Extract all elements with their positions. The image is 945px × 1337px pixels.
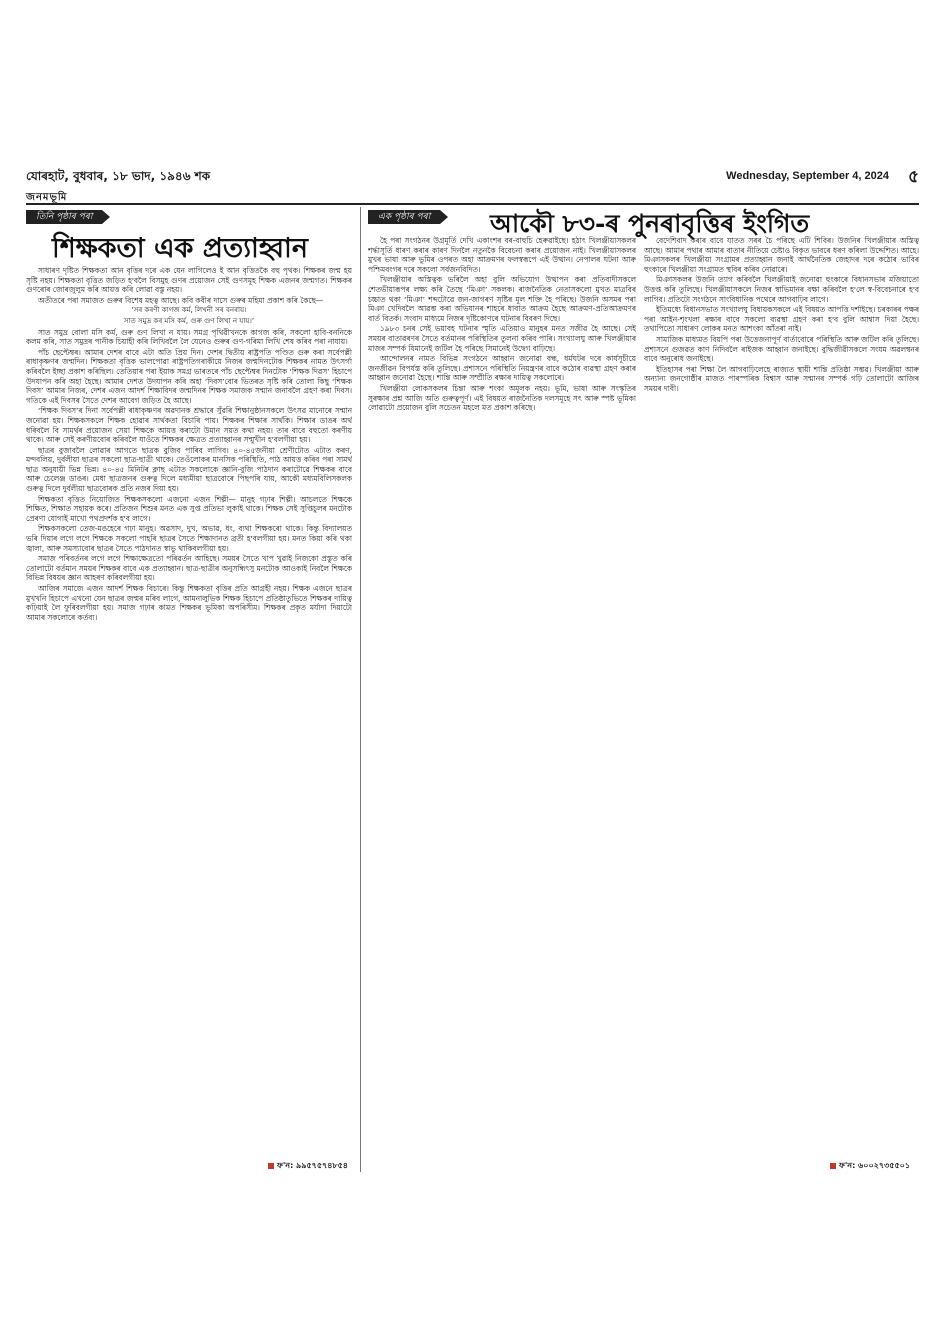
right-paragraph: খিলঞ্জীয়াৰ অস্তিত্বক ভৰিলৈ অহা বুলি অভিযোগ উত্থাপন কৰা প্ৰতিবাদীসকলে শেতভীয়াৰূপৰ লক্ষ্য কৰি তৈছে ‘মিঞা’ সকলক। ৰাজনৈতিক নেতাসকলো মুখত মাত্ৰবিৰ চচ্চাত থকা ‘মিঞা’ শব্দটোৱে জন-জাগৰণ সৃষ্টিৰ মূল শক্তি হৈ পৰিছে। উজনি অসমৰ পৰা মিঞা খেদিবলৈ আৱম্ভ কৰা অভিযানৰ শাহৰে ধাবাত আক্ৰম হৈছে আক্ৰমণ-প্ৰতিআক্ৰমণৰ বাৰ্ত বিতৰ্ক। সংবাদ মাধ্যমে নিজৰ দৃষ্টিকোণৰে ঘটনাৰ বিবৰণ দিছে।	[368, 275, 636, 323]
left-paragraph: শিক্ষকতা বৃত্তিত নিয়োজিত শিক্ষকসকলো এজনো এজন শিল্পী— মানুহ গঢ়াৰ শিল্পী। আচলতে শিক্ষকে শিক্ষিত, শিক্ষাত সহায়ক কৰে। প্ৰতিজন শিশুৰ মনত এক সুপ্ত প্ৰতিভা লুকাই থাকে। শিক্ষক সেই সুপ্তিচুলৰ মনটোক প্ৰেৰণা যোগাই মাখো পথপ্ৰদৰ্শক হ'ব লাগে।	[26, 494, 352, 523]
column-divider	[360, 207, 361, 1172]
newspaper-brand: জনমভূমি	[26, 192, 68, 203]
left-paragraph: শিক্ষকসকলো তেজ-মঙহেৰে গঢ়া মানুহ। অৱসাদ, দুখ, অভাৱ, ধং, ব্যথা শিক্ষকৰো থাকে। কিন্তু বিদ্যালয়ত ভৰি দিয়াৰ লগে লগে শিক্ষকে সকলো পাহৰি ছাত্ৰৰ সৈতে শিক্ষাদানত ব্ৰতী হ'বলগীয়া হয়। মনত কিয়া কৰি থকা জ্বালা, আৰু সমস্যাবোৰ ছাত্ৰৰ সৈতে পাঠদানত স্বাভু থাকিবলগীয়া হয়।	[26, 524, 352, 553]
header-date-bengali: যোৰহাট, বুধবাৰ, ১৮ ভাদ, ১৯৪৬ শক	[26, 169, 211, 183]
left-paragraph: ‘শিক্ষক দিবস’ৰ দিনা সৰ্বেপল্লী ৰাধাকৃষ্ণণৰ অৱদানক শ্ৰদ্ধাৰে সুঁৱৰি শিক্ষানুষ্ঠানসকলে উৎসৱ মানোৰে সন্মান জনোৱা হয়। শিক্ষকসকলে শিক্ষক হোৱাৰ সাৰ্থকতা বিচাৰি পায়। শিক্ষকৰ শিক্ষাৰ সাৰ্থকি। শিক্ষাৰ ডাঙৰ অৰ্থ ধৰিবলৈ বি সামৰ্থৰ প্ৰয়োজন সেয়া শিক্ষকে আয়ত্ত কৰাটো উমান সয়ত কথা নহয়। তাৰ বাবে বহুতো কৰণীয় থাকে। আৰু সেই কৰণীয়বোৰ কৰিবলৈ যাওঁতে শিক্ষকৰ ক্ষেত্ৰত প্ৰত্যাহ্বানৰ সন্মুখীন হ'বলগীয়া হয়।	[26, 406, 352, 445]
right-paragraph: ইতিমধ্যে বিধানসভাত সংখ্যালঘু বিধায়কসকলে এই বিষয়ত আপত্তি দৰ্শাইছে। চৰকাৰৰ পক্ষৰ পৰা আইন-শৃংখলা ৰক্ষাৰ বাবে সকলো ব্যৱস্থা গ্ৰহণ কৰা হ'ব বুলি আশ্বাস দিয়া হৈছে। তথাপিতো সাধাৰণ লোকৰ মনত আশংকা আঁতৰা নাই।	[644, 305, 919, 334]
right-phone-text: ফ'ন: ৬০০২৭৩৫৫০১	[839, 1161, 911, 1170]
left-paragraph: আজিৰ সমাজে এজন আদৰ্শ শিক্ষক বিচাৰে। কিন্তু শিক্ষকতা বৃত্তিৰ প্ৰতি আগ্ৰহী নহয়। শিক্ষক এজনে ছাত্ৰৰ মুখখনি হিচাপে এখনো যেন ছাত্ৰৰ জন্মৰ মৰিব লাগে, আমনালুভিক শিক্ষক হিচাপে প্ৰতিষ্ঠাতুভিতে শিক্ষকৰ দায়িত্ব কঢ়িয়াই লৈ ফুৰিবলগীয়া হয়। সমাজ গঢ়াৰ কামত শিক্ষকৰ ভূমিকা অপৰিসীম। শিক্ষকৰ প্ৰকৃত মৰ্যাদা দিয়াটো আমাৰ সকলোৰে কৰ্তব্য।	[26, 584, 352, 622]
right-paragraph: ইতিহাসৰ পৰা শিক্ষা লৈ আগবাঢ়িলেহে ৰাজ্যত স্থায়ী শান্তি প্ৰতিষ্ঠা সম্ভৱ। খিলঞ্জীয়া আৰু অন্যান্য জনগোষ্ঠীৰ মাজত পাৰস্পৰিক বিশ্বাস আৰু সন্মানৰ সম্পৰ্ক গঢ়ি তোলাটো আজিৰ সময়ৰ দাবী।	[644, 364, 919, 393]
right-paragraph: ১৯৮৩ চনৰ সেই ভয়াবহ ঘটনাৰ স্মৃতি এতিয়াও মানুহৰ মনত সজীৱ হৈ আছে। সেই সময়ৰ বাতাৱৰণৰ সৈতে বৰ্তমানৰ পৰিস্থিতিৰ তুলনা কৰিব পাৰি। সংখ্যালঘু আৰু খিলঞ্জীয়াৰ মাজৰ সম্পৰ্ক যিমানেই জটিল হৈ পৰিছে সিমানেই উদ্বেগ বাঢ়িছে।	[368, 324, 636, 353]
left-article-phone	[268, 1160, 348, 1173]
left-paragraph: সাধাৰণ দৃষ্টিত শিক্ষকতা আন বৃত্তিৰ দৰে এক যেন লাগিলেও ই আন বৃত্তিতকৈ বহু পৃথক। শিক্ষকৰ জন্ম হয় সৃষ্টি নহয়। শিক্ষকতা বৃত্তিত জড়িত হ'বলৈ বিসমুহ গুণৰ প্ৰয়োজন সেই গুণসমূহ শিক্ষক এজনৰ জন্মগত। শিক্ষকৰ গুণৰোৰ জোৰজুলুম কৰি আয়ত্ত কৰি লোৱা বস্তু নহয়।	[26, 266, 352, 295]
right-paragraph: বেদেশিবাদ কৰাৰ বাবে যাতত সৰৰ চৈ পৰিছে এটি শিবিৰ। উজনিৰ খিলঞ্জীয়াৰ অস্তিত্ব আছে। আমাৰ পথাৰ আমাৰ বাতাৰ নীতিয়ে চেষ্টাও বিকৃত ভাবৰে ধৰণ কৰিলা উদ্দেশিত। আহে। মিঞাসকলৰ খিলঞ্জীয়া সংগ্ৰামৰ প্ৰত্যাহ্বান জনাই আৰ্থনৈতিক জেহাদৰ দৰে কঠোৰ ভাবিৰ হুংকাৰে খিলঞ্জীয়া সংগ্ৰামত স্থবিৰ কৰিব নোৱাৰে।	[644, 236, 919, 274]
right-paragraph: খিলঞ্জীয়া লোকসকলৰ চিন্তা আৰু শংকা অমূলক নহয়। ভূমি, ভাষা আৰু সংস্কৃতিৰ সুৰক্ষাৰ প্ৰশ্ন আজি অতি গুৰুত্বপূৰ্ণ। এই বিষয়ত ৰাজনৈতিক দলসমূহে সৎ আৰু স্পষ্ট ভূমিকা লোৱাটো প্ৰয়োজন বুলি সচেতন মহলে মত প্ৰকাশ কৰিছে।	[368, 383, 636, 413]
right-paragraph: মিঞাসকলৰ উজনি ত্যাগ কৰিবলৈ খিলঞ্জীয়াই জনোৱা হুংকাৰে বিধানসভাৰ মজিয়াতো উত্তপ্ত কৰি তুলিছে। খিলঞ্জীয়াসকলে নিজৰ স্বাভিমানৰ বক্ষা কৰিবলৈ হ'লে স্ব-বিবেচনাৰে হ'ব লাগিব। প্ৰতিটো সংগঠনে সাংবিধানিক পথেৰে আগবাঢ়িব লাগে।	[644, 275, 919, 304]
left-phone-text: ফ'ন: ৯৯৫৭৫৭৪৮৫৪	[277, 1161, 348, 1170]
bullet-square-icon	[830, 1163, 836, 1169]
header-date-english: Wednesday, September 4, 2024	[726, 170, 889, 182]
left-paragraph: সাত সমুদ্ৰ বোলা মসি কৰ্ম, গুৰু গুণ লিখা ন যায়। সমগ্ৰ পৃথিৱীখনকে কাগজ কৰি, সকলো হাবি-বননিকে কলম কৰি, সাত সমুদ্ৰৰ পানীক চিয়াহী কৰি লিখিবলৈ লৈ যেনেও গুৰুৰ গুণ-গৰিমা লিখি শেষ কৰিব পৰা নাযায়।	[26, 327, 352, 347]
quoted-verse-line: ‘সৰ কৰণী কাগজ কৰ্ম, লিখনী সৰ বনৰায়।	[131, 306, 247, 315]
bullet-square-icon	[268, 1163, 274, 1169]
page-number: ৫	[907, 167, 919, 187]
left-article-body	[26, 266, 352, 1162]
quoted-verse-line: সাত সমুদ্ৰ কৰ মসি কৰ্ম, গুৰু গুণ লিখা ন যায়।’	[123, 316, 255, 325]
left-paragraph: ছাত্ৰৰ বুজাবলৈ লোৱাৰ আগতে ছাত্ৰক বুজিব পাৰিব লাগিব। ৪০-৪৫জনীয়া শ্ৰেণীটোত এটাত কৰণ, মন্দবলিয়, দুৰ্বলীয়া ছাত্ৰৰ সকলো ছাত্ৰ-ছাত্ৰী থাকে। তেওঁলোকৰ মানসিক পৰিস্থিতি, পাঠ আয়ত্ত কৰিব পৰা সামৰ্থ ছাত্ৰ অনুযায়ী ভিন্ন ভিন্ন। ৪০-৪৫ মিনিটৰ ক্লাছ এটাত সকলোকে জ্ঞানি-বুজি পাঠদান কৰাটোৱে শিক্ষকৰ বাবে আৰু চেলেঞ্জ ডাঙৰ। মেধা ছাত্ৰজনৰ গুৰুত্ব দিলে মধ্যমীয়া ছাত্ৰবোৰে পিছপৰি যায়, আকৌ মধ্যমবিলিসকলক গুৰুত্ব দিলে দুৰ্বলীয়া ছাত্ৰবোৰক প্ৰতি নজৰ দিয়া হয়।	[26, 445, 352, 494]
left-paragraph: পাঁচ ছেপ্টেম্বৰ। আমাৰ দেশৰ বাবে এটা অতি প্ৰিয় দিন। দেশৰ দ্বিতীয় ৰাষ্ট্ৰপতি পণ্ডিত গুৰু কৰা সৰ্বেপল্লী ৰাধাকৃষ্ণণৰ জন্মদিন। শিক্ষকতা বৃত্তিক ভালপোৱা ৰাষ্ট্ৰপতিগৰাকীয়ে নিজৰ জন্মদিনটোক শিক্ষকৰ নামত উৎসৰ্গা কৰিবলৈ ইচ্ছা প্ৰকাশ কৰিছিল। তেতিয়াৰ পৰা ইয়াক সমগ্ৰ ভাৰতৰে পাঁচ ছেপ্টেম্বৰ দিনটোক ‘শিক্ষক দিৱস’ হিচাপে উদযাপন কৰি অহা হৈছে। আমাৰ দেশত উদযাপন কৰি অহা ‘দিবস’বোৰ ভিতৰত সৃষ্টি কৰি তোলা কিছু ‘শিক্ষক দিবস’ আমাৰ নিজৰ, দেশৰ এজন আদৰ্শ শিক্ষাবিদৰ জন্মদিনৰ শিক্ষক সমাজক সন্মান জনাবলৈ গ্ৰহণ কৰা দিবস। গতিকে এই দিবসৰ সৈতে দেশৰ আবেগ জড়িত হৈ আছে।	[26, 347, 352, 405]
right-paragraph: সামাজিক মাধ্যমত বিয়পি পৰা উত্তেজনাপূৰ্ণ বাৰ্তাবোৰে পৰিস্থিতি আৰু জটিল কৰি তুলিছে। প্ৰশাসনে গুজৱত কাণ নিদিবলৈ ৰাইজক আহ্বান জনাইছে। বুদ্ধিজীৱীসকলে সংযম অৱলম্বনৰ বাবে অনুৰোধ জনাইছে।	[644, 334, 919, 364]
right-article-phone	[830, 1160, 910, 1173]
left-paragraph: সমাজ পৰিবৰ্তনৰ লগে লগে শিক্ষাক্ষেত্ৰতো পৰিৱৰ্তন আহিছে। সময়ৰ সৈতে খাপ খুৱাই নিজকো প্ৰস্তুত কৰি তোলাটো বৰ্তমান সময়ৰ শিক্ষকৰ বাবে এক প্ৰত্যাহ্বান। ছাত্ৰ-ছাত্ৰীৰ অনুসন্ধিৎসু মনটোক আওকাই নিবলৈ শিক্ষকে বিভিন্ন বিষয়ৰ জ্ঞান আহৰণ কৰিবলগীয়া হয়।	[26, 554, 352, 583]
left-article-headline: শিক্ষকতা এক প্ৰত্যাহ্বান	[52, 233, 309, 264]
right-article-kicker: এক পৃষ্ঠাৰ পৰা	[368, 210, 440, 224]
right-paragraph: আন্দোলনৰ নামত বিভিন্ন সংগঠনে আহ্বান জনোৱা বন্ধ, ধৰ্মঘটৰ দৰে কাৰ্যসূচীয়ে জনজীৱন বিপৰ্যস্ত কৰি তুলিছে। প্ৰশাসনে পৰিস্থিতি নিয়ন্ত্ৰণৰ বাবে কঠোৰ ব্যৱস্থা গ্ৰহণ কৰাৰ আহ্বান জনোৱা হৈছে। শান্তি আৰু সম্প্ৰীতি ৰক্ষাৰ দায়িত্ব সকলোৰে।	[368, 354, 636, 383]
right-paragraph: হৈ পৰা সংগঠনৰ উগ্ৰমূৰ্তি দেখি একাংশৰ বৰ-বাহুচি হেৰুৱাইছে। হঠাৎ খিলঞ্জীয়াসকলৰ শৰ্দ্ধাসূৰ্তি ধাৰণ কৰাৰ কাৰণ দিনলৈ নতুনকৈ বিবেচনা কৰাৰ প্ৰয়োজন নাই। খিলঞ্জীয়াসকলৰ মুখৰ ভাষা আৰু ভুমিৰ ওপৰত অহা আক্ৰমণৰ ফলস্বৰূপে এই উত্থান। নেপালৰ ঘটনা আৰু পশ্চিমবংগৰ দৰে সকলো সৰ্বজনবিদিত।	[368, 236, 636, 274]
right-article-headline: আকৌ ৮৩-ৰ পুনৰাবৃত্তিৰ ইংগিত	[490, 209, 810, 238]
left-article-kicker: তিনি পৃষ্ঠাৰ পৰা	[26, 210, 102, 224]
left-paragraph: অতীতৰে পৰা সমাজত গুৰুৰ বিশেষ মহত্ব আছে। কবি কবীৰ দাসে গুৰুৰ মহিমা প্ৰকাশ কৰি কৈছে—	[38, 295, 324, 305]
right-article-column-2	[644, 236, 919, 1162]
right-article-column-1	[368, 236, 636, 1162]
